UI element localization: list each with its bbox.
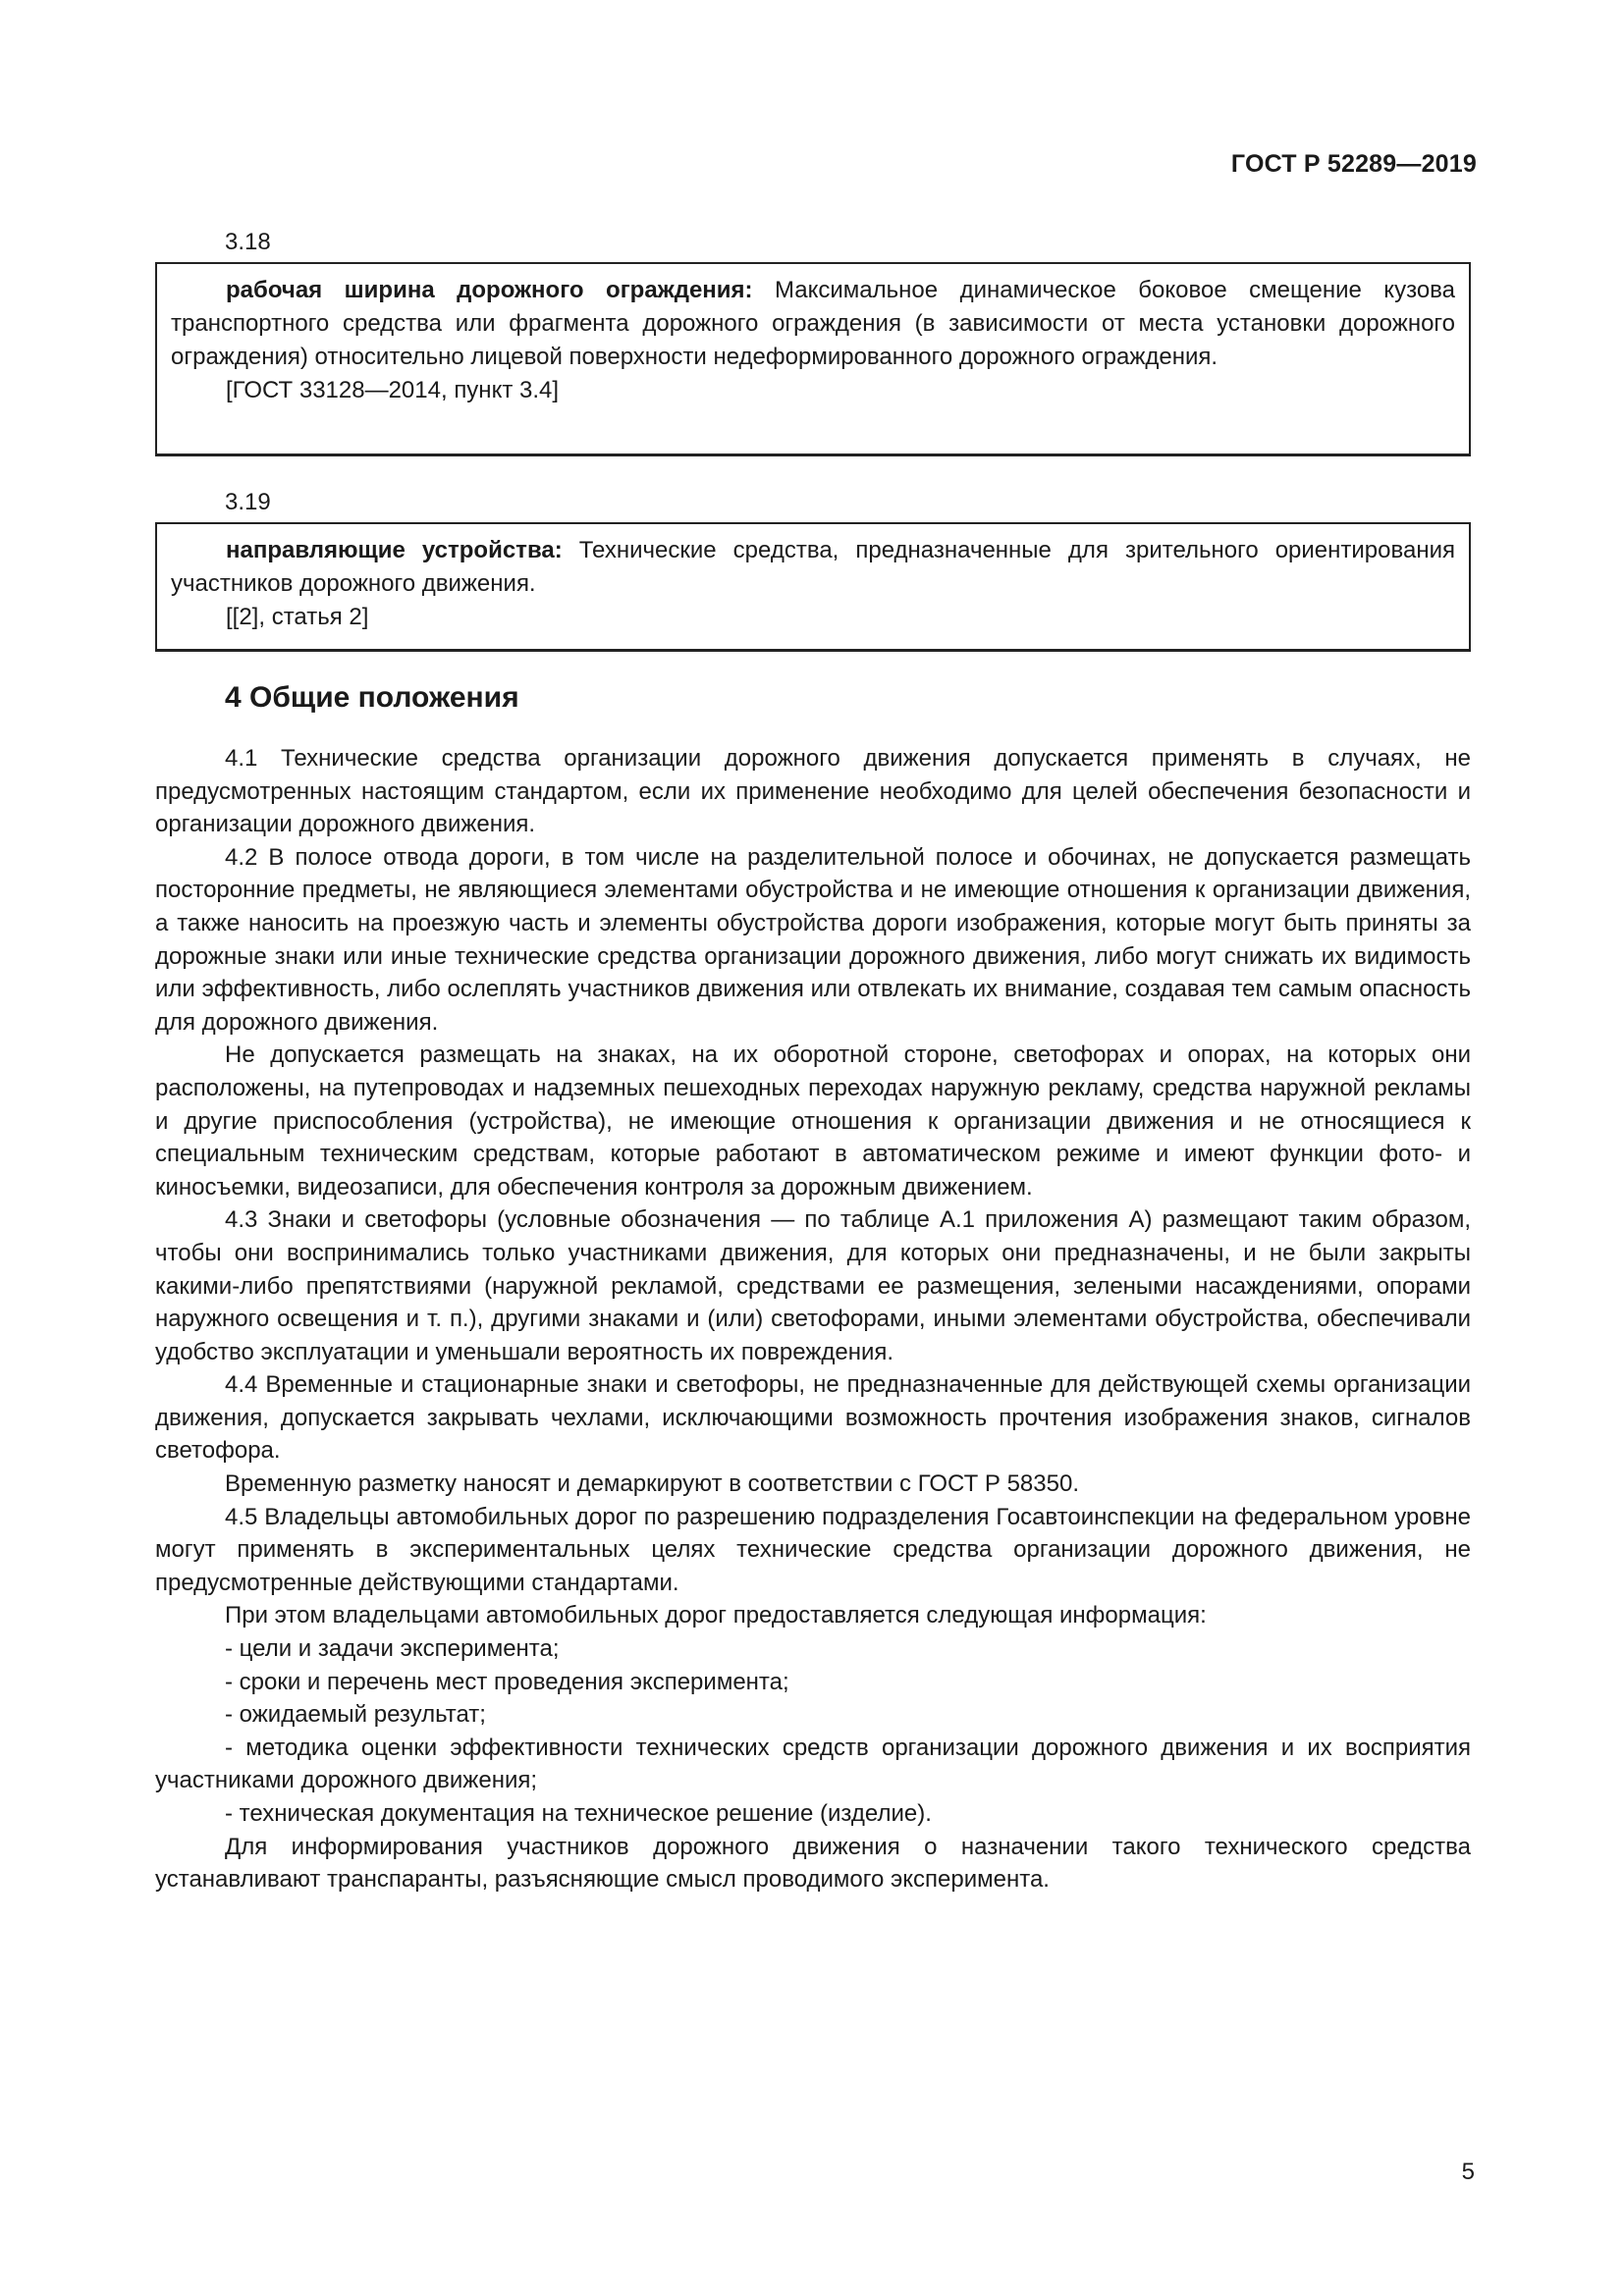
paragraph: 4.3 Знаки и светофоры (условные обозначения — по таблице А.1 приложения А) размещают таким образом, чтобы они воспринимались только участниками движения, для которых они предназначены, и не были закрыты какими-либо препятствиями (наружной рекламой, средствами ее размещения, зелеными насаждениями, опорами наружного освещения и т. п.), другими знаками и (или) светофорами, иными элементами обустройства, обеспечивали удобство эксплуатации и уменьшали вероятность их повреждения. — [155, 1206, 1471, 1365]
list-item: - цели и задачи эксперимента; — [225, 1635, 560, 1663]
section-title: 4 Общие положения — [225, 681, 519, 714]
term-definition-box — [155, 522, 1471, 652]
term-number: 3.18 — [225, 229, 271, 255]
paragraph: 4.2 В полосе отвода дороги, в том числе на разделительной полосе и обочинах, не допускается размещать посторонние предметы, не являющиеся элементами обустройства и не имеющие отношения к организации движения, а также наносить на проезжую часть и элементы обустройства дороги изображения, которые могут быть приняты за дорожные знаки или иные технические средства организации дорожного движения, либо могут снижать их видимость или эффективность, либо ослеплять участников движения или отвлекать их внимание, создавая тем самым опасность для дорожного движения. — [155, 843, 1471, 1036]
term-definition-text: Технические средства, предназначенные для зрительного ориентирования участников дорожного движения. — [171, 537, 1455, 597]
paragraph: 4.5 Владельцы автомобильных дорог по разрешению подразделения Госавтоинспекции на федеральном уровне могут применять в экспериментальных целях технические средства организации дорожного движения, не предусмотренные действующими стандартами. — [155, 1503, 1471, 1596]
term-source: [[2], статья 2] — [226, 604, 369, 630]
list-item: - сроки и перечень мест проведения эксперимента; — [225, 1668, 789, 1695]
term-name: направляющие устройства: — [226, 537, 563, 563]
term-number: 3.19 — [225, 489, 271, 515]
paragraph: Не допускается размещать на знаках, на их оборотной стороне, светофорах и опорах, на которых они расположены, на путепроводах и надземных пешеходных переходах наружную рекламу, средства наружной рекламы и другие приспособления (устройства), не имеющие отношения к организации движения и не относящиеся к специальным техническим средствам, которые работают в автоматическом режиме и имеют функции фото- и киносъемки, видеозаписи, для обеспечения контроля за дорожным движением. — [155, 1041, 1471, 1201]
paragraph: 4.1 Технические средства организации дорожного движения допускается применять в случаях, не предусмотренных настоящим стандартом, если их применение необходимо для целей обеспечения безопасности и организации дорожного движения. — [155, 745, 1471, 838]
list-item: - ожидаемый результат; — [225, 1701, 486, 1729]
term-definition — [171, 534, 1455, 601]
term-definition — [171, 274, 1455, 374]
section-body — [155, 742, 1471, 1896]
term-source: [ГОСТ 33128—2014, пункт 3.4] — [226, 377, 560, 403]
paragraph: 4.4 Временные и стационарные знаки и светофоры, не предназначенные для действующей схемы организации движения, допускается закрывать чехлами, исключающими возможность прочтения изображения знаков, сигналов светофора. — [155, 1371, 1471, 1465]
paragraph: При этом владельцами автомобильных дорог предоставляется следующая информация: — [225, 1602, 1207, 1629]
list-item: - методика оценки эффективности технических средств организации дорожного движения и их восприятия участниками дорожного движения; — [155, 1734, 1471, 1794]
term-definition-text: Максимальное динамическое боковое смещение кузова транспортного средства или фрагмента дорожного ограждения (в зависимости от места установки дорожного ограждения) относительно лицевой поверхности недеформированного дорожного ограждения. — [171, 277, 1455, 370]
term-name: рабочая ширина дорожного ограждения: — [226, 277, 753, 303]
term-definition-box — [155, 262, 1471, 456]
paragraph: Временную разметку наносят и демаркируют в соответствии с ГОСТ Р 58350. — [225, 1470, 1079, 1498]
document-code: ГОСТ Р 52289—2019 — [1230, 150, 1477, 178]
page-number: 5 — [1461, 2159, 1475, 2185]
list-item: - техническая документация на техническое решение (изделие). — [225, 1800, 932, 1827]
paragraph: Для информирования участников дорожного движения о назначении такого технического средства устанавливают транспаранты, разъясняющие смысл проводимого эксперимента. — [155, 1833, 1471, 1894]
